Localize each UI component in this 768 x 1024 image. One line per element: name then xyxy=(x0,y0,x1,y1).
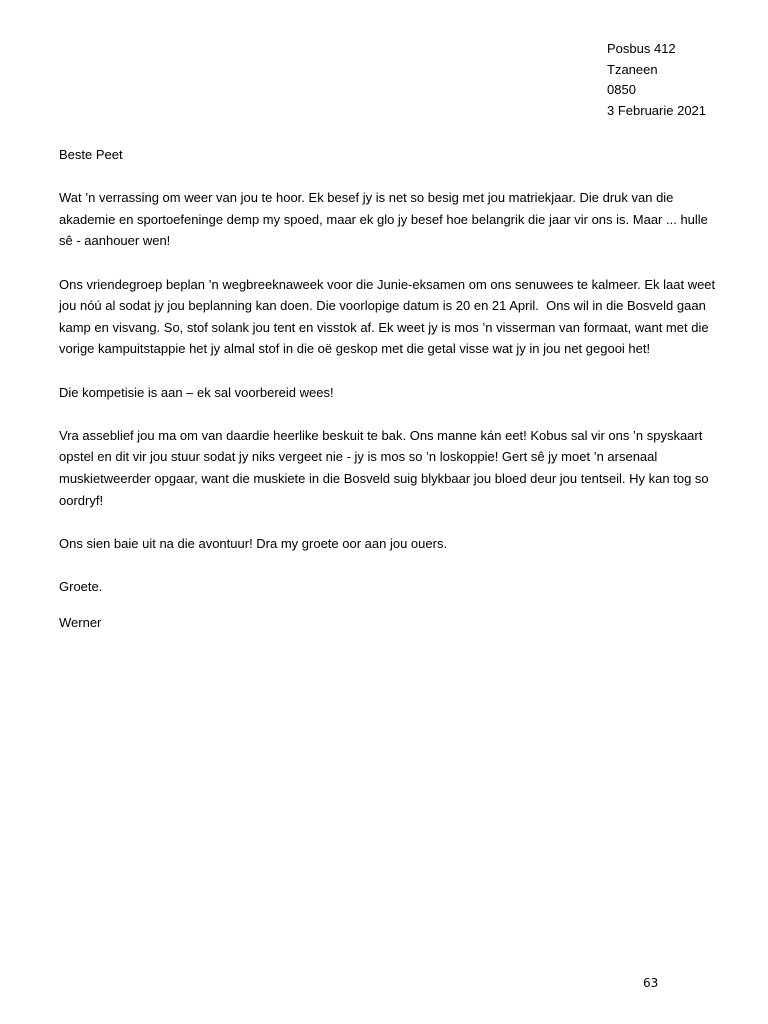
page-number: 63 xyxy=(643,976,659,990)
paragraph-line: Die kompetisie is aan – ek sal voorbereid wees! xyxy=(59,384,334,400)
paragraph-line: Vra asseblief jou ma om van daardie heerlike beskuit te bak. Ons manne kán eet! Kobus sal vir ons ’n spyskaart xyxy=(59,427,703,443)
paragraph-line: Ons sien baie uit na die avontuur! Dra my groete oor aan jou ouers. xyxy=(59,535,448,551)
paragraph-line: kamp en visvang. So, stof solank jou tent en visstok af. Ek weet jy is mos ’n visserman van formaat, want met die xyxy=(59,319,709,335)
paragraph-5 xyxy=(59,533,727,555)
paragraph-1 xyxy=(59,187,727,252)
address-line-po-box: Posbus 412 xyxy=(607,41,676,56)
paragraph-line: oordryf! xyxy=(59,492,104,508)
closing: Groete. xyxy=(59,578,103,594)
paragraph-line: jou nóú al sodat jy jou beplanning kan doen. Die voorlopige datum is 20 en 21 April. Ons wil in die Bosveld gaan xyxy=(59,298,706,314)
address-line-postal-code: 0850 xyxy=(607,82,636,97)
paragraph-line: Wat ’n verrassing om weer van jou te hoor. Ek besef jy is net so besig met jou matriekjaar. Die druk van die xyxy=(59,190,674,206)
letter-date: 3 Februarie 2021 xyxy=(607,102,707,118)
paragraph-line: akademie en sportoefeninge demp my spoed, maar ek glo jy besef hoe belangrik die jaar vir ons is. Maar ... hulle xyxy=(59,211,708,227)
sender-address xyxy=(607,39,706,121)
paragraph-3 xyxy=(59,382,727,404)
paragraph-line: sê - aanhouer wen! xyxy=(59,233,171,249)
letter-body xyxy=(59,144,727,634)
paragraph-2 xyxy=(59,274,727,360)
paragraph-line: Ons vriendegroep beplan ’n wegbreeknaweek voor die Junie-eksamen om ons senuwees te kalmeer. Ek laat weet xyxy=(59,276,716,292)
salutation: Beste Peet xyxy=(59,147,123,162)
paragraph-4 xyxy=(59,425,727,511)
address-line-town: Tzaneen xyxy=(607,61,658,77)
paragraph-line: muskietweerder opgaar, want die muskiete in die Bosveld suig blykbaar jou bloed deur jou tentseil. Hy kan tog so xyxy=(59,470,709,486)
paragraph-line: vorige kampuitstappie het jy almal stof in die oë geskop met die getal visse wat jy in jou net gegooi het! xyxy=(59,341,651,357)
signature: Werner xyxy=(59,615,102,631)
paragraph-line: opstel en dit vir jou stuur sodat jy niks vergeet nie - jy is mos so ’n loskoppie! Gert sê jy moet ’n arsenaal xyxy=(59,449,658,465)
